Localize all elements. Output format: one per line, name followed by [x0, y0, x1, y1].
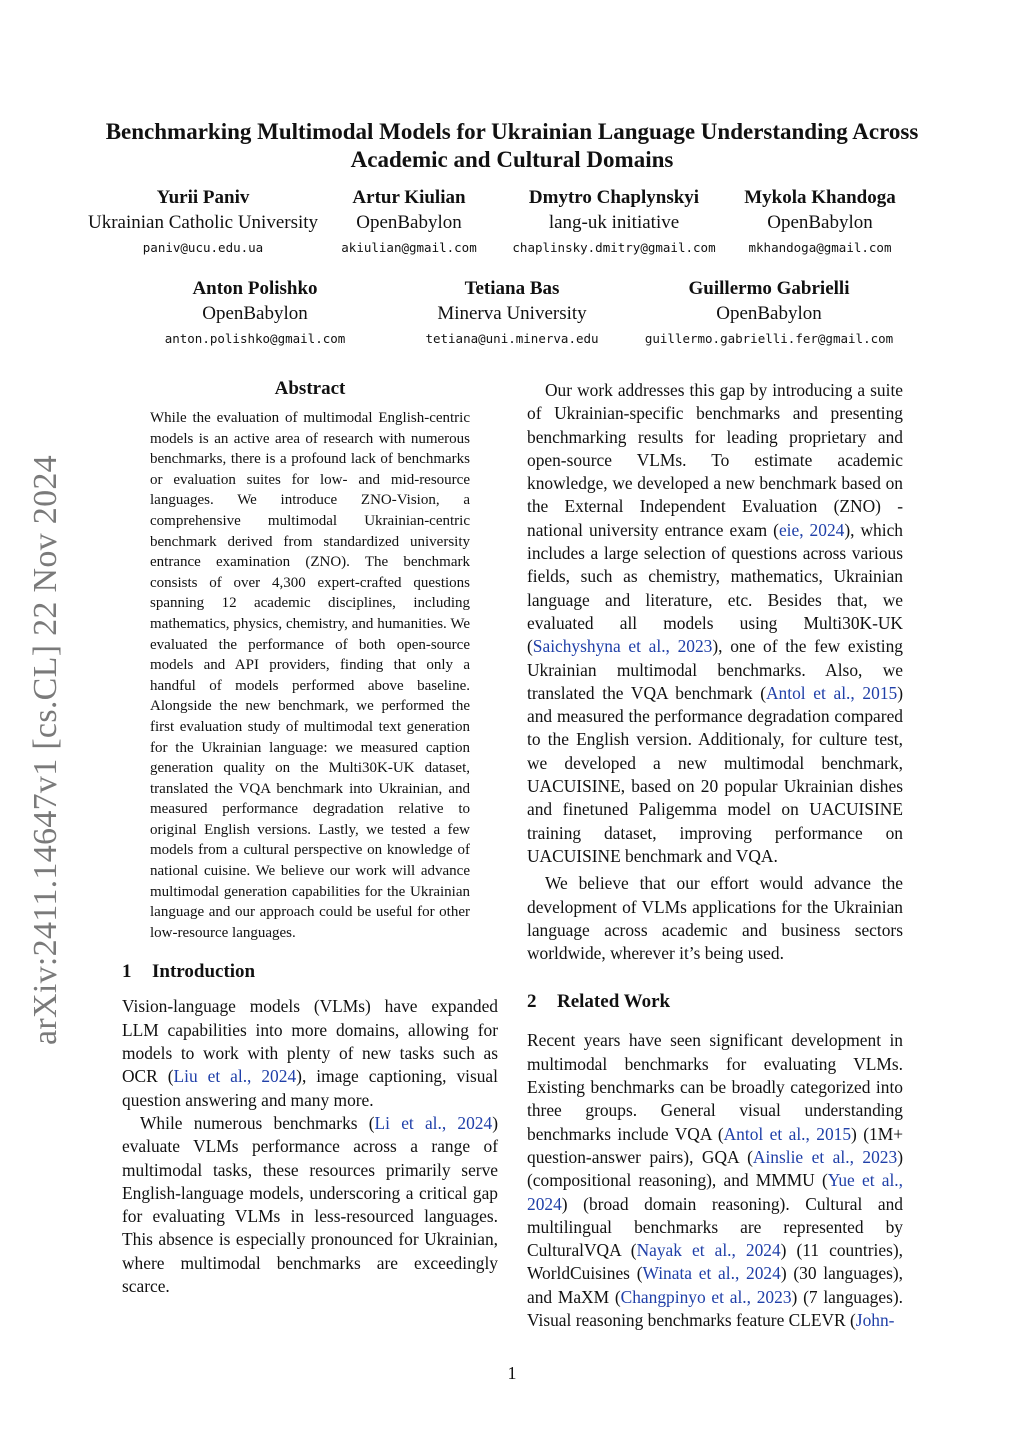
- section-heading-related-work: [527, 989, 903, 1015]
- citation-link[interactable]: Li et al., 2024: [374, 1112, 493, 1133]
- citation-link[interactable]: Saichyshyna et al., 2023: [532, 636, 713, 657]
- author-block: [425, 277, 598, 350]
- author-name: Tetiana Bas: [464, 278, 560, 299]
- abstract-heading: Abstract: [274, 378, 346, 399]
- right-column: [527, 379, 903, 1332]
- citation-link[interactable]: eie, 2024: [778, 519, 845, 540]
- author-name: Yurii Paniv: [156, 187, 250, 208]
- citation-link[interactable]: Liu et al., 2024: [173, 1066, 297, 1087]
- section-number: 1: [122, 961, 132, 983]
- body-paragraph: We believe that our effort would advance the development of VLMs applications for the Ukrainian language across academic and business sectors worldwide, wherever it’s being used.: [527, 873, 903, 964]
- author-affiliation: OpenBabylon: [716, 303, 822, 324]
- author-block: [512, 186, 715, 259]
- author-name: Anton Polishko: [192, 278, 318, 299]
- citation-link[interactable]: Antol et al., 2015: [766, 682, 898, 703]
- author-name: Guillermo Gabrielli: [688, 278, 850, 299]
- abstract-text: While the evaluation of multimodal English-centric models is an active area of research with numerous benchmarks, there is a profound lack of benchmarks or evaluation suites for low- and mid-resource languages. We introduce ZNO-Vision, a comprehensive multimodal Ukrainian-centric benchmark derived from standardized university entrance examination (ZNO). The benchmark consists of over 4,300 expert-crafted questions spanning 12 academic disciplines, including mathematics, physics, chemistry, and humanities. We evaluated the performance of both open-source models and API providers, finding that only a handful of models performed above baseline. Alongside the new benchmark, we performed the first evaluation study of multimodal text generation for the Ukrainian language: we measured caption generation quality on the Multi30K-UK dataset, translated the VQA benchmark into Ukrainian, and measured performance degradation relative to original English versions. Lastly, we tested a few models from a cultural perspective on knowledge of national cuisine. We believe our work will advance multimodal generation capabilities for the Ukrainian language and our approach could be useful for other low-resource languages.: [150, 410, 470, 941]
- author-affiliation: OpenBabylon: [767, 212, 873, 233]
- author-block: [645, 277, 893, 350]
- author-block: [88, 186, 318, 259]
- intro-paragraph: Vision-language models (VLMs) have expanded LLM capabilities into more domains, allowing for models to work with plenty of new tasks such as OCR (Liu et al., 2024), image captioning, visual question answering and many more.: [122, 996, 498, 1110]
- section-heading-introduction: [122, 959, 498, 985]
- author-email[interactable]: guillermo.gabrielli.fer@gmail.com: [644, 331, 894, 346]
- author-affiliation: OpenBabylon: [202, 303, 308, 324]
- arxiv-identifier: arXiv:2411.14647v1 [cs.CL] 22 Nov 2024: [27, 455, 64, 1045]
- author-affiliation: Ukrainian Catholic University: [87, 212, 319, 233]
- author-affiliation: lang-uk initiative: [548, 212, 680, 233]
- author-affiliation: Minerva University: [437, 303, 587, 324]
- author-email[interactable]: tetiana@uni.minerva.edu: [425, 331, 599, 346]
- citation-link[interactable]: Nayak et al., 2024: [636, 1240, 781, 1261]
- author-name: Mykola Khandoga: [744, 187, 896, 208]
- author-name: Artur Kiulian: [352, 187, 466, 208]
- section-number: 2: [527, 991, 537, 1013]
- citation-link[interactable]: Winata et al., 2024: [642, 1263, 781, 1284]
- author-block: [341, 186, 476, 259]
- section-title: Introduction: [152, 961, 256, 983]
- related-work-paragraph: Recent years have seen significant development in multimodal benchmarks for evaluating VLMs. Existing benchmarks can be broadly categorized into three groups. General visual understanding benchmarks include VQA (Antol et al., 2015) (1M+ question-answer pairs), GQA (Ainslie et al., 2023) (compositional reasoning), and MMMU (Yue et al., 2024) (broad domain reasoning). Cultural and multilingual benchmarks are represented by CulturalVQA (Nayak et al., 2024) (11 countries), WorldCuisines (Winata et al., 2024) (30 languages), and MaXM (Changpinyo et al., 2023) (7 languages). Visual reasoning benchmarks feature CLEVR (John-: [527, 1030, 904, 1330]
- citation-link[interactable]: Yue et al., 2024: [527, 1170, 903, 1214]
- paper-title: Benchmarking Multimodal Models for Ukrainian Language Understanding Across Academic and Cultural Domains: [105, 119, 919, 172]
- author-block: [744, 186, 896, 259]
- body-paragraph: Our work addresses this gap by introducing a suite of Ukrainian-specific benchmarks and presenting benchmarking results for leading proprietary and open-source VLMs. To estimate academic knowledge, we developed a new benchmark based on the External Independent Evaluation (ZNO) - national university entrance exam (eie, 2024), which includes a large selection of questions across various fields, such as chemistry, mathematics, Ukrainian language and literature, etc. Besides that, we evaluated all models using Multi30K-UK (Saichyshyna et al., 2023), one of the few existing Ukrainian multimodal benchmarks. Also, we translated the VQA benchmark (Antol et al., 2015) and measured the performance degradation compared to the English version. Additionaly, for culture test, we developed a new multimodal benchmark, UACUISINE, based on 20 popular Ukrainian dishes and finetuned Paligemma model on UACUISINE training dataset, improving performance on UACUISINE benchmark and VQA.: [527, 380, 904, 866]
- author-email[interactable]: chaplinsky.dmitry@gmail.com: [512, 240, 716, 255]
- author-email[interactable]: paniv@ucu.edu.ua: [142, 240, 264, 255]
- citation-link[interactable]: Ainslie et al., 2023: [752, 1146, 898, 1167]
- left-column: [122, 376, 498, 1298]
- intro-paragraph: While numerous benchmarks (Li et al., 2024) evaluate VLMs performance across a range of multimodal tasks, these resources primarily serve English-language models, underscoring a critical gap for evaluating VLMs in less-resourced languages. This absence is especially pronounced for Ukrainian, where multimodal benchmarks are exceedingly scarce.: [122, 1112, 498, 1296]
- citation-link[interactable]: John-: [855, 1309, 895, 1330]
- author-email[interactable]: akiulian@gmail.com: [341, 240, 477, 255]
- author-affiliation: OpenBabylon: [356, 212, 462, 233]
- author-email[interactable]: anton.polishko@gmail.com: [164, 331, 346, 346]
- author-block: [165, 277, 346, 350]
- section-title: Related Work: [557, 991, 671, 1013]
- author-name: Dmytro Chaplynskyi: [528, 187, 700, 208]
- author-email[interactable]: mkhandoga@gmail.com: [748, 240, 892, 255]
- citation-link[interactable]: Antol et al., 2015: [723, 1123, 852, 1144]
- page-number: 1: [507, 1363, 517, 1383]
- citation-link[interactable]: Changpinyo et al., 2023: [620, 1286, 792, 1307]
